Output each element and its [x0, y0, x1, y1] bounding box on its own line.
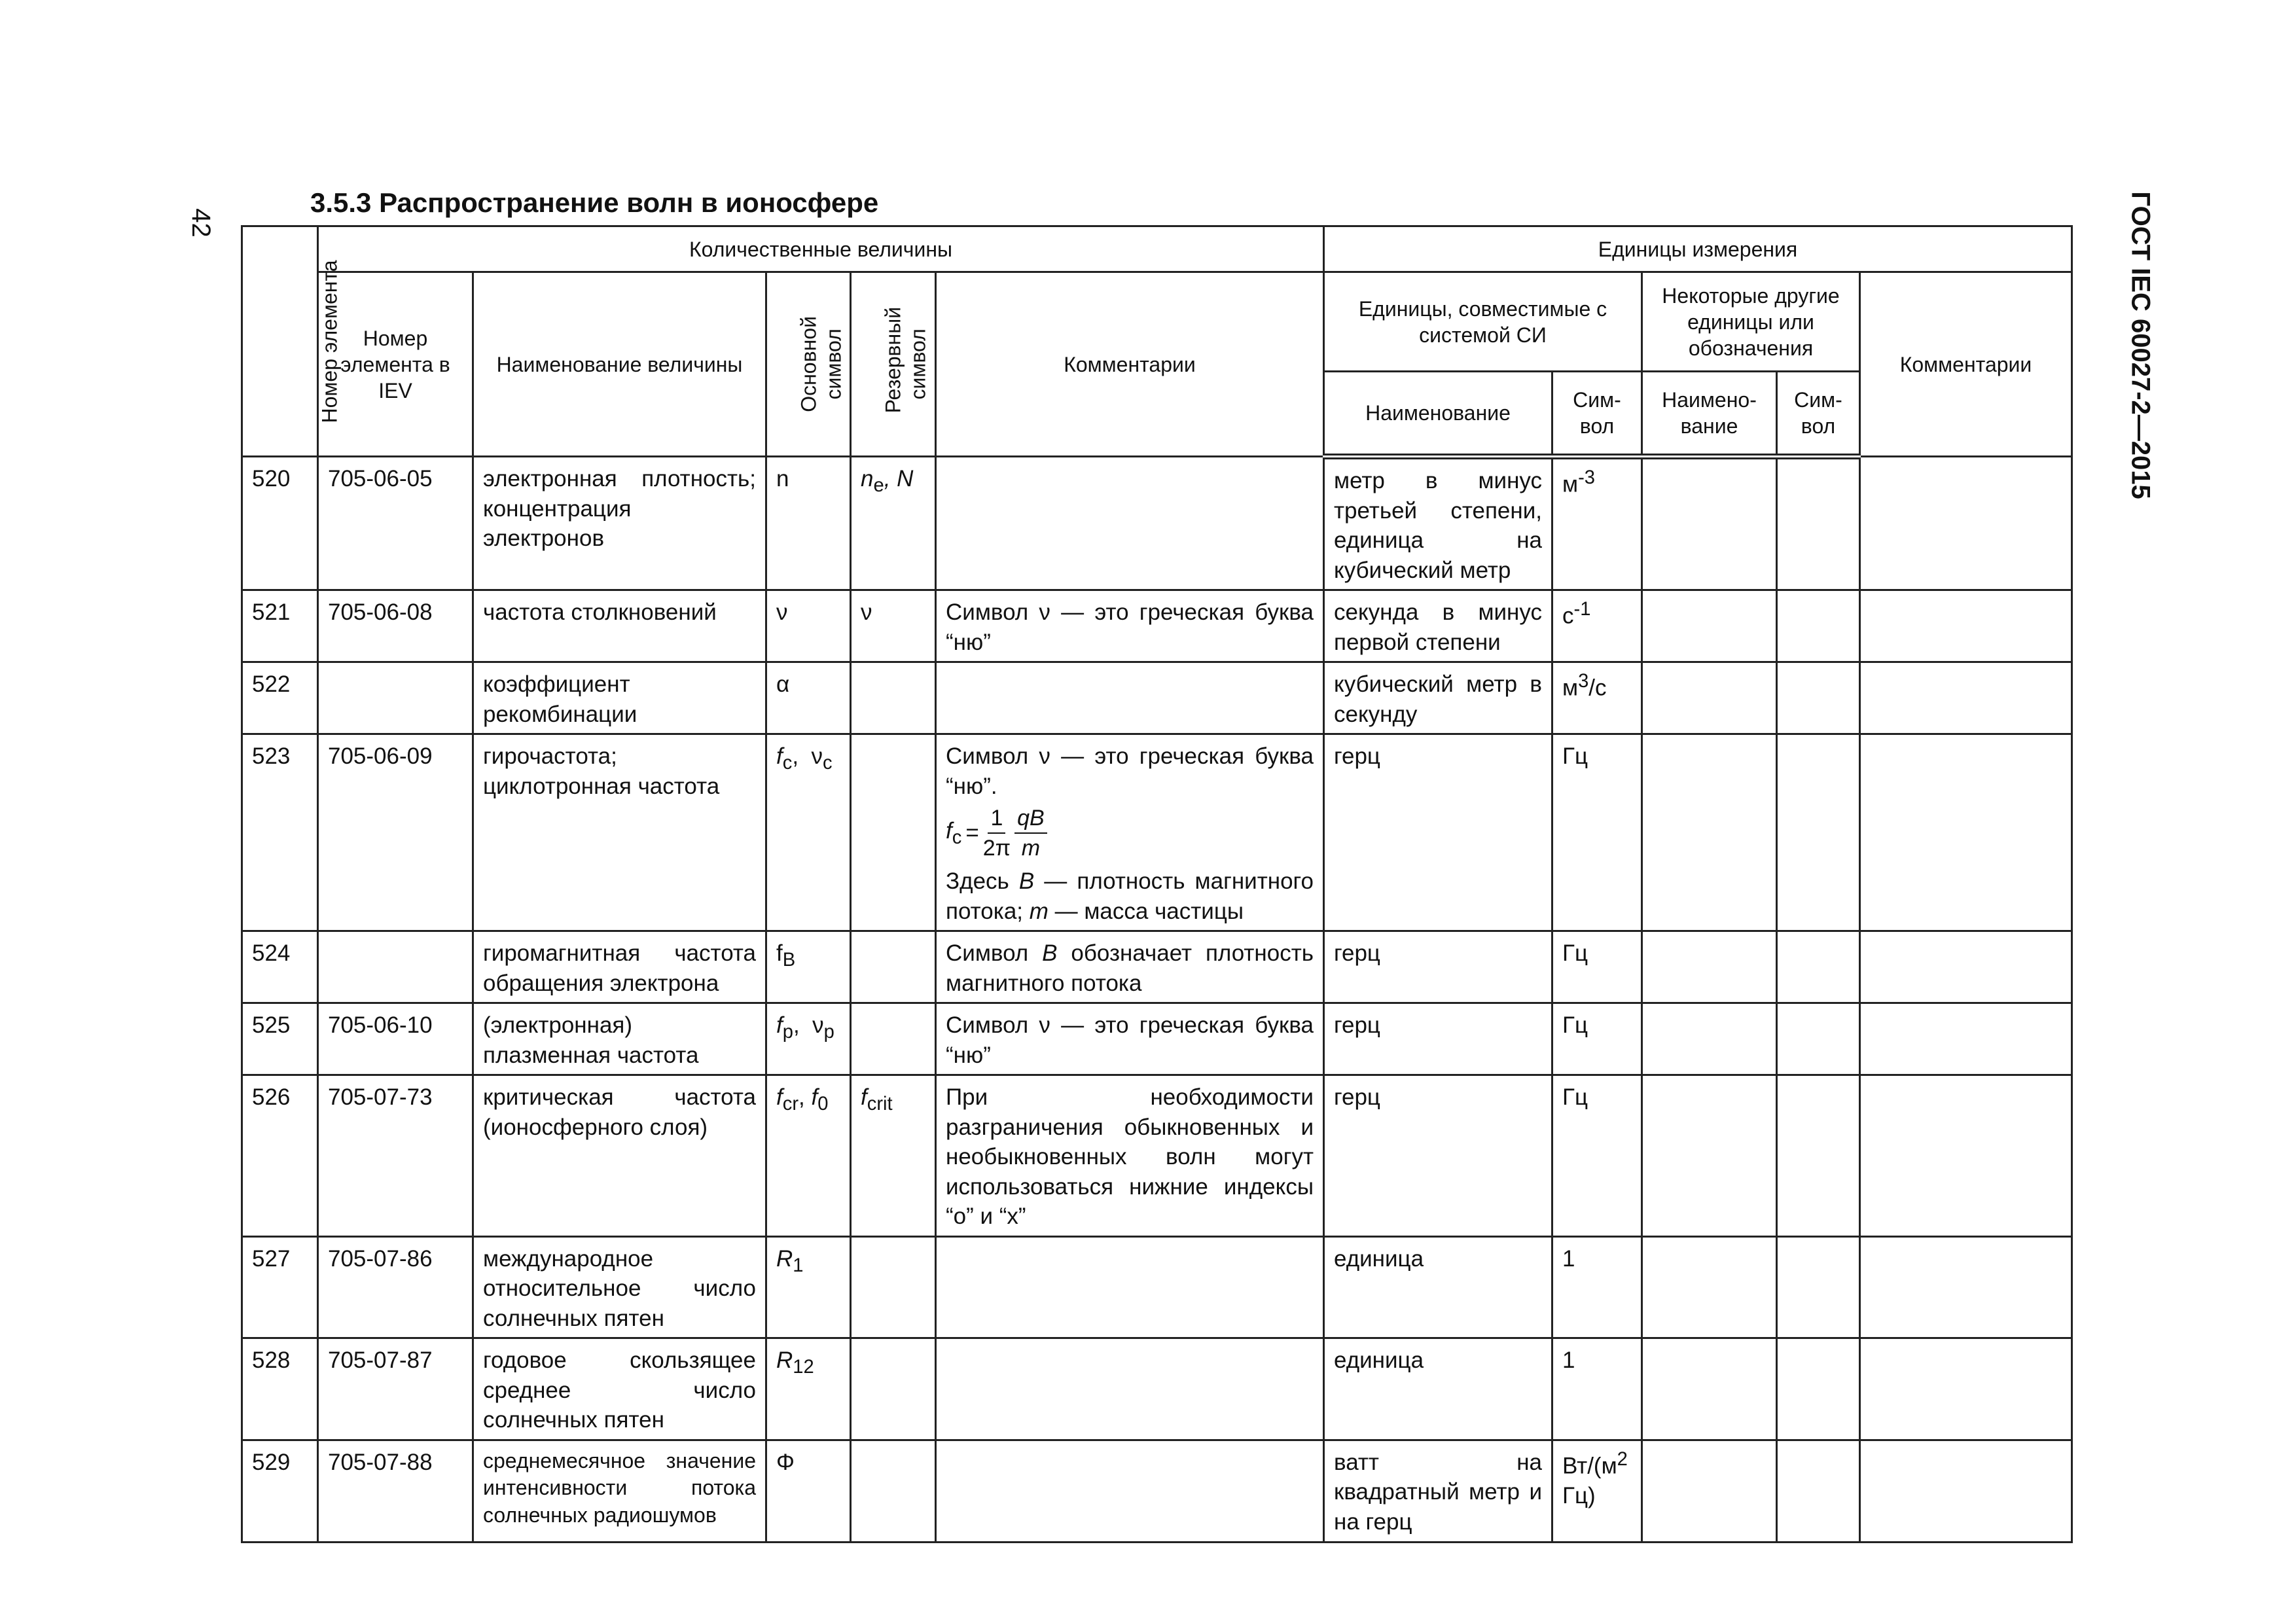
other-unit-name — [1642, 734, 1777, 931]
unit-symbol: $м^3/с$ — [1552, 662, 1642, 734]
table-row — [242, 734, 2072, 931]
element-number: 527 — [242, 1236, 318, 1338]
other-unit-name — [1642, 1440, 1777, 1542]
unit-comment — [1860, 931, 2072, 1003]
header-reserve-symbol: Резервный символ — [851, 272, 936, 457]
header-iev-number: Номер элемента в IEV — [318, 272, 473, 457]
quantity-name: среднемесячное значение интенсивности потока солнечных радиошумов — [473, 1440, 766, 1542]
unit-comment — [1860, 1075, 2072, 1237]
unit-symbol: 1 — [1552, 1236, 1642, 1338]
quantities-table — [241, 225, 2073, 1543]
table-row — [242, 590, 2072, 662]
unit-symbol: $м^{-3}$ — [1552, 457, 1642, 590]
element-number: 520 — [242, 457, 318, 590]
element-number: 525 — [242, 1003, 318, 1075]
unit-name: герц — [1324, 734, 1552, 931]
quantity-name: годовое скользящее среднее число солнечных пятен — [473, 1338, 766, 1440]
iev-number — [318, 662, 473, 734]
table-row — [242, 1440, 2072, 1542]
other-unit-symbol — [1777, 1236, 1860, 1338]
other-unit-name — [1642, 662, 1777, 734]
table-row — [242, 931, 2072, 1003]
header-quantities: Количественные величины — [318, 226, 1324, 272]
unit-name: ватт на квадратный метр и на герц — [1324, 1440, 1552, 1542]
quantity-name: критическая частота (ионосферного слоя) — [473, 1075, 766, 1237]
comment: Символ B обозначает плотность магнитного потока — [936, 931, 1324, 1003]
reserve-symbol — [851, 734, 936, 931]
iev-number — [318, 931, 473, 1003]
comment: Символ ν — это греческая буква “ню” — [936, 590, 1324, 662]
unit-symbol: Гц — [1552, 931, 1642, 1003]
main-symbol: $R_1$ — [766, 1236, 851, 1338]
header-units: Единицы измерения — [1324, 226, 2072, 272]
reserve-symbol — [851, 1236, 936, 1338]
other-unit-symbol — [1777, 1338, 1860, 1440]
header-si-units: Единицы, совместимые с системой СИ — [1324, 272, 1642, 372]
other-unit-name — [1642, 1236, 1777, 1338]
other-unit-name — [1642, 1338, 1777, 1440]
quantity-name: гирочастота; циклотронная частота — [473, 734, 766, 931]
reserve-symbol: $f_{crit}$ — [851, 1075, 936, 1237]
other-unit-name — [1642, 590, 1777, 662]
main-symbol: $f_B$ — [766, 931, 851, 1003]
document-standard-header — [2114, 191, 2155, 524]
other-unit-symbol — [1777, 590, 1860, 662]
other-unit-name — [1642, 931, 1777, 1003]
unit-name: кубический метр в секунду — [1324, 662, 1552, 734]
iev-number: 705-06-05 — [318, 457, 473, 590]
header-other-name: Наимено-вание — [1642, 372, 1777, 457]
iev-number: 705-07-86 — [318, 1236, 473, 1338]
quantity-name: гиромагнитная частота обращения электрона — [473, 931, 766, 1003]
unit-name: единица — [1324, 1338, 1552, 1440]
iev-number: 705-06-09 — [318, 734, 473, 931]
comment — [936, 1440, 1324, 1542]
unit-comment — [1860, 1236, 2072, 1338]
comment-text: Символ ν — это греческая буква “ню”. — [946, 743, 1314, 799]
element-number: 528 — [242, 1338, 318, 1440]
iev-number: 705-07-88 — [318, 1440, 473, 1542]
main-symbol: $f_c$, $\nu_c$ — [766, 734, 851, 931]
table-row — [242, 1338, 2072, 1440]
standard-label: ГОСТ IEC 60027-2—2015 — [2126, 191, 2155, 499]
iev-number: 705-06-10 — [318, 1003, 473, 1075]
unit-symbol: Гц — [1552, 734, 1642, 931]
other-unit-symbol — [1777, 662, 1860, 734]
main-symbol: n — [766, 457, 851, 590]
unit-name: герц — [1324, 1003, 1552, 1075]
main-symbol: α — [766, 662, 851, 734]
reserve-symbol: ν — [851, 590, 936, 662]
reserve-symbol — [851, 1338, 936, 1440]
comment — [936, 734, 1324, 931]
unit-comment — [1860, 457, 2072, 590]
unit-symbol: Гц — [1552, 1003, 1642, 1075]
table-row — [242, 1236, 2072, 1338]
other-unit-symbol — [1777, 1003, 1860, 1075]
header-si-name: Наименование — [1324, 372, 1552, 457]
unit-name: метр в минус третьей степени, единица на кубический метр — [1324, 457, 1552, 590]
unit-comment — [1860, 662, 2072, 734]
comment: Символ ν — это греческая буква “ню” — [936, 1003, 1324, 1075]
cyclotron-formula: $f_c$ = $\frac{1}{2\pi}$ $\frac{qB}{m}$ — [946, 804, 1314, 863]
other-unit-symbol — [1777, 931, 1860, 1003]
table-row — [242, 1075, 2072, 1237]
unit-name: герц — [1324, 1075, 1552, 1237]
comment — [936, 662, 1324, 734]
other-unit-symbol — [1777, 1075, 1860, 1237]
reserve-symbol — [851, 1440, 936, 1542]
iev-number: 705-06-08 — [318, 590, 473, 662]
unit-comment — [1860, 1003, 2072, 1075]
unit-comment — [1860, 734, 2072, 931]
table-row — [242, 662, 2072, 734]
comment — [936, 1338, 1324, 1440]
other-unit-name — [1642, 1003, 1777, 1075]
other-unit-name — [1642, 1075, 1777, 1237]
comment — [936, 457, 1324, 590]
element-number: 526 — [242, 1075, 318, 1237]
quantity-name: частота столкновений — [473, 590, 766, 662]
iev-number: 705-07-87 — [318, 1338, 473, 1440]
table-row — [242, 457, 2072, 590]
page-number: 42 — [186, 208, 215, 238]
table-row — [242, 1003, 2072, 1075]
header-quantity-name: Наименование величины — [473, 272, 766, 457]
unit-comment — [1860, 1440, 2072, 1542]
section-title: 3.5.3 Распространение волн в ионосфере — [310, 187, 879, 218]
quantity-name: международное относительное число солнечных пятен — [473, 1236, 766, 1338]
main-symbol: Φ — [766, 1440, 851, 1542]
reserve-symbol — [851, 662, 936, 734]
element-number: 522 — [242, 662, 318, 734]
header-other-symbol: Сим-вол — [1777, 372, 1860, 457]
element-number: 523 — [242, 734, 318, 931]
header-unit-comments: Комментарии — [1860, 272, 2072, 457]
other-unit-name — [1642, 457, 1777, 590]
element-number: 529 — [242, 1440, 318, 1542]
unit-symbol: $с^{-1}$ — [1552, 590, 1642, 662]
unit-symbol: $Вт/(м^2$ Гц) — [1552, 1440, 1642, 1542]
unit-symbol: Гц — [1552, 1075, 1642, 1237]
quantity-name: коэффициент рекомбинации — [473, 662, 766, 734]
quantity-name: (электронная) плазменная частота — [473, 1003, 766, 1075]
element-number: 524 — [242, 931, 318, 1003]
unit-symbol: 1 — [1552, 1338, 1642, 1440]
unit-name: герц — [1324, 931, 1552, 1003]
reserve-symbol: $n_e$, N — [851, 457, 936, 590]
table-header — [242, 226, 2072, 457]
reserve-symbol — [851, 931, 936, 1003]
main-symbol: $f_p$, $\nu_p$ — [766, 1003, 851, 1075]
main-symbol: $R_{12}$ — [766, 1338, 851, 1440]
unit-comment — [1860, 1338, 2072, 1440]
element-number: 521 — [242, 590, 318, 662]
header-element-number: Номер элемента — [242, 226, 318, 457]
unit-comment — [1860, 590, 2072, 662]
header-other-units: Некоторые другие единицы или обозначения — [1642, 272, 1860, 372]
comment-explanation: Здесь B — плотность магнитного потока; m — масса частицы — [946, 868, 1314, 924]
header-comments: Комментарии — [936, 272, 1324, 457]
unit-name: секунда в минус первой степени — [1324, 590, 1552, 662]
other-unit-symbol — [1777, 1440, 1860, 1542]
header-si-symbol: Сим-вол — [1552, 372, 1642, 457]
header-main-symbol: Основной символ — [766, 272, 851, 457]
comment: При необходимости разграничения обыкновенных и необыкновенных волн могут использоваться нижние индексы “о” и “х” — [936, 1075, 1324, 1237]
main-symbol: ν — [766, 590, 851, 662]
comment — [936, 1236, 1324, 1338]
main-symbol: $f_{cr}$, $f_0$ — [766, 1075, 851, 1237]
unit-name: единица — [1324, 1236, 1552, 1338]
iev-number: 705-07-73 — [318, 1075, 473, 1237]
quantity-name: электронная плотность; концентрация электронов — [473, 457, 766, 590]
other-unit-symbol — [1777, 457, 1860, 590]
other-unit-symbol — [1777, 734, 1860, 931]
reserve-symbol — [851, 1003, 936, 1075]
